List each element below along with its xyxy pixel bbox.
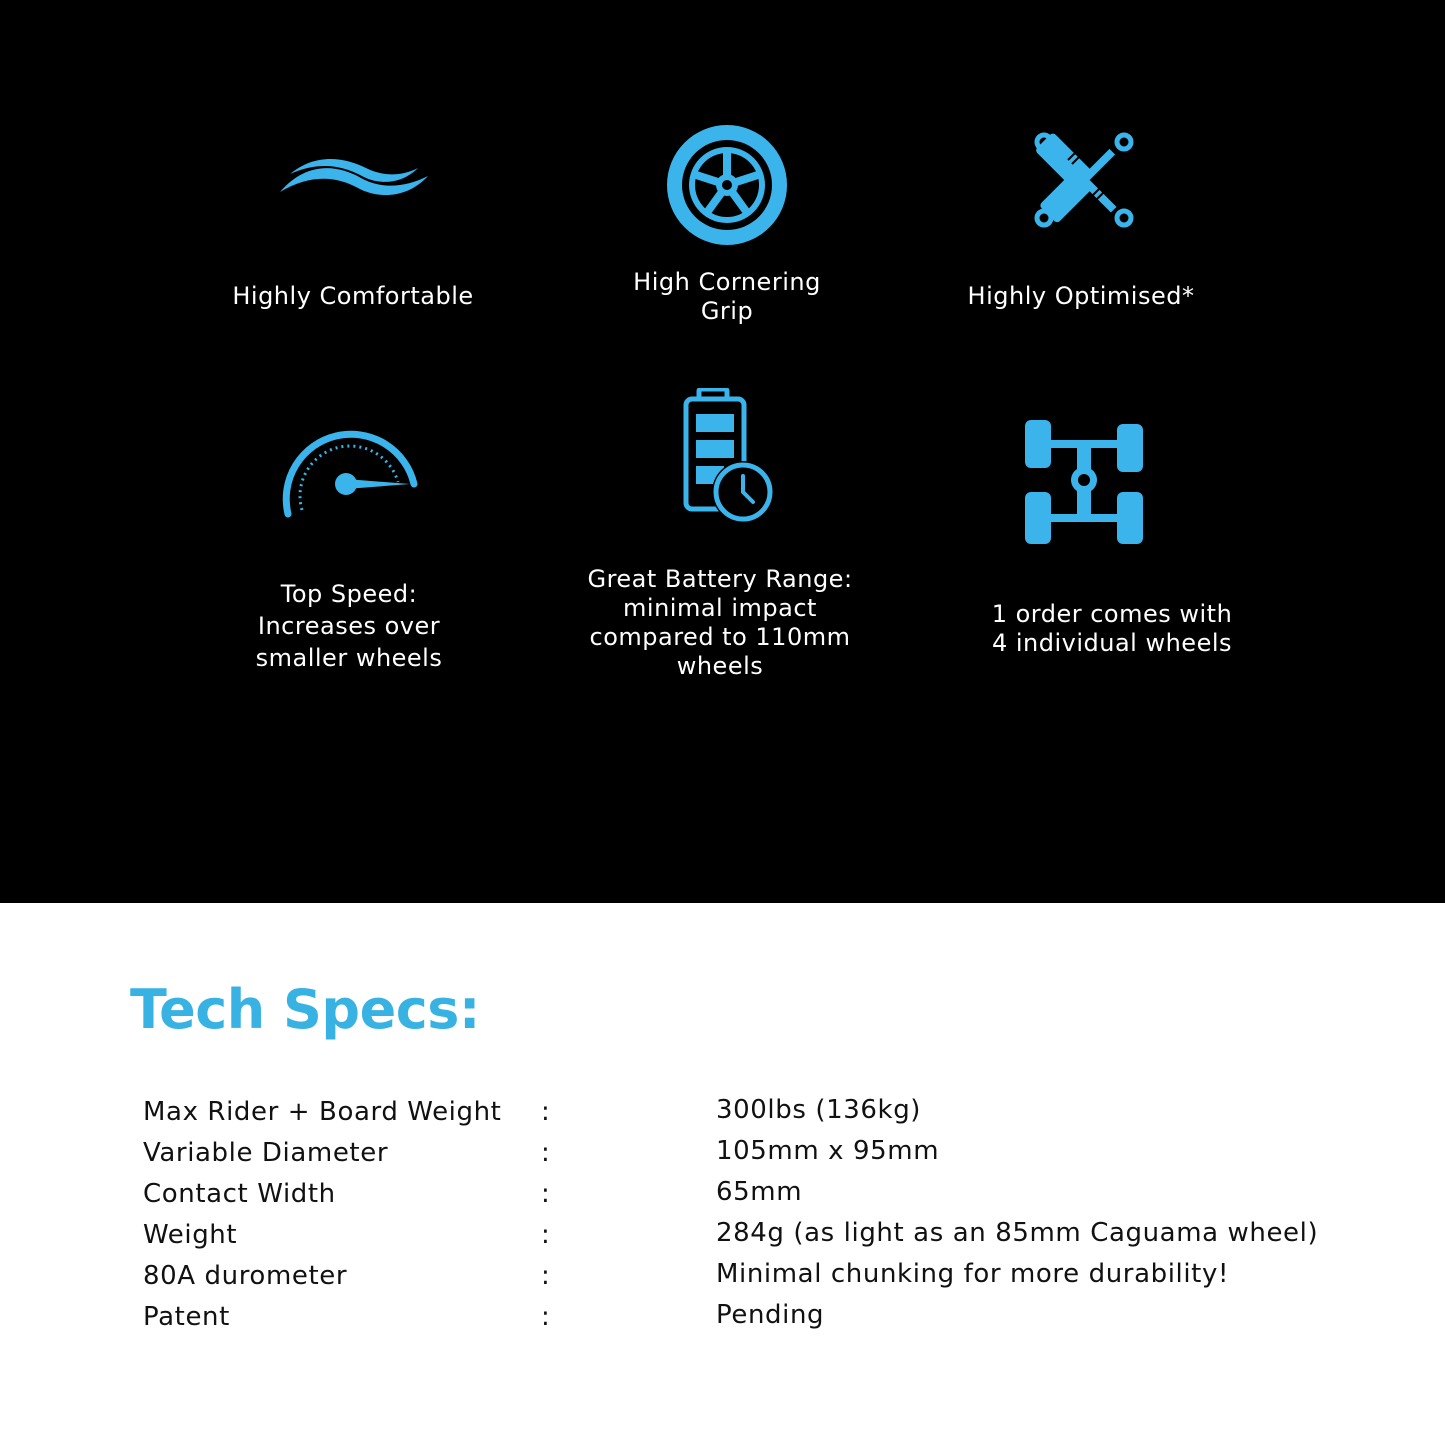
spec-value: 284g (as light as an 85mm Caguama wheel)	[716, 1218, 1319, 1248]
spec-row	[0, 1097, 1445, 1137]
feature-label: Highly Comfortable	[232, 282, 474, 310]
feature-top-speed	[184, 414, 514, 684]
spec-row	[0, 1220, 1445, 1260]
battery-clock-icon	[683, 388, 779, 528]
spec-key: Weight	[143, 1220, 238, 1250]
spec-separator: :	[541, 1138, 550, 1168]
spec-row	[0, 1138, 1445, 1178]
spec-key: 80A durometer	[143, 1261, 348, 1291]
spec-value: Pending	[716, 1300, 825, 1330]
feature-optimised	[916, 128, 1246, 328]
feature-label: Top Speed: Increases over smaller wheels	[255, 580, 443, 672]
feature-label: Great Battery Range: minimal impact compared to 110mm wheels	[587, 565, 853, 680]
spec-key: Variable Diameter	[143, 1138, 389, 1168]
crossed-shocks-icon	[1032, 130, 1136, 230]
feature-label: High Cornering Grip	[633, 268, 821, 325]
spec-key: Contact Width	[143, 1179, 336, 1209]
spec-separator: :	[541, 1179, 550, 1209]
spec-value: 300lbs (136kg)	[716, 1095, 922, 1125]
spec-separator: :	[541, 1302, 550, 1332]
spec-separator: :	[541, 1097, 550, 1127]
spec-value: Minimal chunking for more durability!	[716, 1259, 1229, 1289]
spec-row	[0, 1261, 1445, 1301]
waves-icon	[276, 152, 432, 212]
axle-chassis-icon	[1025, 416, 1145, 546]
spec-value: 65mm	[716, 1177, 803, 1207]
feature-comfort	[188, 130, 518, 330]
feature-battery	[555, 388, 885, 688]
spec-value: 105mm x 95mm	[716, 1136, 940, 1166]
feature-grip	[562, 124, 892, 334]
spec-key: Max Rider + Board Weight	[143, 1097, 502, 1127]
spec-row	[0, 1302, 1445, 1342]
wheel-icon	[666, 124, 788, 246]
spec-separator: :	[541, 1261, 550, 1291]
spec-separator: :	[541, 1220, 550, 1250]
spec-row	[0, 1179, 1445, 1219]
speedometer-icon	[282, 414, 418, 518]
spec-key: Patent	[143, 1302, 230, 1332]
feature-wheel-count	[947, 416, 1277, 666]
feature-label: Highly Optimised*	[967, 282, 1195, 310]
feature-label: 1 order comes with 4 individual wheels	[991, 600, 1233, 657]
tech-specs-title: Tech Specs:	[130, 978, 480, 1041]
